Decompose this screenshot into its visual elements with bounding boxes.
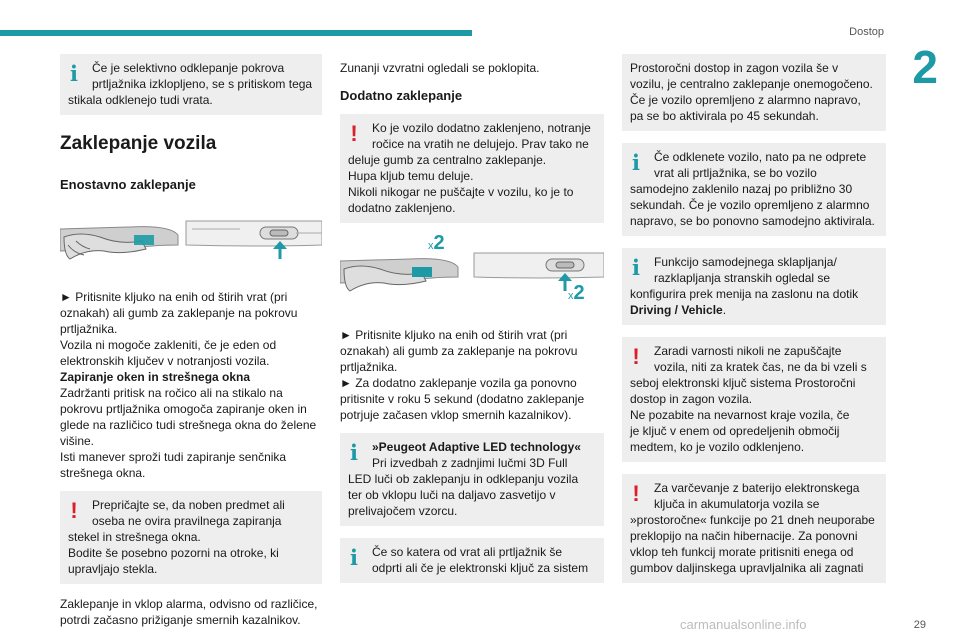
section-title: Zaklepanje vozila xyxy=(60,133,217,154)
double-press-label-left: x2 xyxy=(428,232,445,254)
info-icon: i xyxy=(350,440,358,465)
info-box-doors-open: i Če so katera od vrat ali prtljažnik še odprti ali če je elektronski ključ za sistem xyxy=(340,538,604,583)
lock-instructions: ► Pritisnite kljuko na enih od štirih vrat (pri oznakah) ali gumb za zaklepanje na pokrovu prtljažnika. Vozila ni mogoče zakleniti, če je eden od elektronskih ključev v notranjosti vozila. Zapiranje oken in strešnega okna Zadržanti pritisk na ročico ali na stikalo na pokrovu prtljažnika omogoča zapiranje oken in glede na različico tudi strešnega okna do želene višine. Isti manever sproži tudi zapiranje senčnika strešnega okna. xyxy=(60,289,322,481)
alarm-confirmation-text: Zaklepanje in vklop alarma, odvisno od različice, potrdi začasno prižiganje smernih kazalnikov. xyxy=(60,597,318,627)
warning-icon: ! xyxy=(350,121,358,146)
column-2 xyxy=(340,54,604,595)
subsection-title: Enostavno zaklepanje xyxy=(60,177,196,192)
header-bar xyxy=(0,30,472,36)
warning-box-window-closing: ! Prepričajte se, da noben predmet ali oseba ne ovira pravilnega zapiranja stekel in strešnega okna. Bodite še posebno pozorni na otroke, ki upravljajo stekla. xyxy=(60,491,322,584)
info-icon: i xyxy=(632,255,640,280)
deadlock-illustration xyxy=(340,232,604,311)
warning-box-battery: ! Za varčevanje z baterijo elektronskega ključa in akumulatorja vozila se »prostoročne« funkcije po 21 dneh neuporabe preklopijo na način hibernacije. Za ponovni vklop teh funkcij morate pritisniti enega od gumbov daljinskega upravljalnika ali zagnati xyxy=(622,474,886,583)
door-handle-and-button-image xyxy=(60,215,322,275)
double-press-label-right: x2 xyxy=(568,282,585,304)
watermark: carmanualsonline.info xyxy=(680,617,807,632)
door-handle-double-press-image xyxy=(340,241,604,311)
menu-path: Driving / Vehicle xyxy=(630,303,723,317)
door-handle-illustration xyxy=(60,215,322,275)
warning-icon: ! xyxy=(632,344,640,369)
warning-box-safety: ! Zaradi varnosti nikoli ne zapuščajte vozila, niti za kratek čas, ne da bi vzeli s seboj elektronski ključ sistema Prostoročni dostop in zagon vozila. Ne pozabite na nevarnost kraje vozila, če je ključ v enem od opredeljenih območij medtem, ko je vozilo odklenjeno. xyxy=(622,337,886,462)
mirrors-fold-text: Zunanji vzvratni ogledali se poklopita. xyxy=(340,61,540,75)
column-1 xyxy=(60,54,322,638)
info-box-mirror-folding: i Funkcijo samodejnega sklapljanja/ razklapljanja stranskih ogledal se konfigurira prek menija na zaslonu na dotik Driving / Vehicle. xyxy=(622,248,886,325)
info-box-selective-unlock: i Če je selektivno odklepanje pokrova prtljažnika izklopljeno, se s pritiskom tega stikala odklenejo tudi vrata. xyxy=(60,54,322,115)
info-box-auto-relock: i Če odklenete vozilo, nato pa ne odprete vrat ali prtljažnika, se bo vozilo samodejno zaklenilo nazaj po približno 30 sekundah. Če je vozilo opremljeno z alarmno napravo, se bo ponovno samodejno aktivirala. xyxy=(622,143,886,236)
chapter-number: 2 xyxy=(912,41,938,93)
box-proximity-continuation: Prostoročni dostop in zagon vozila še v vozilu, je centralno zaklepanje onemogočeno. Če je vozilo opremljeno z alarmno napravo, pa se bo aktivirala po 45 sekundah. xyxy=(622,54,886,131)
warning-icon: ! xyxy=(632,481,640,506)
info-icon: i xyxy=(632,150,640,175)
warning-box-deadlock: ! Ko je vozilo dodatno zaklenjeno, notranje ročice na vratih ne delujejo. Prav tako ne deluje gumb za centralno zaklepanje. Hupa kljub temu deluje. Nikoli nikogar ne puščajte v vozilu, ko je to dodatno zaklenjeno. xyxy=(340,114,604,223)
info-icon: i xyxy=(70,61,78,86)
info-box-led-technology: i »Peugeot Adaptive LED technology« Pri izvedbah z zadnjimi lučmi 3D Full LED luči ob zaklepanju in odklepanju vozila ter ob vklopu luči na daljavo zasvetijo v prelivajočem vzorcu. xyxy=(340,433,604,526)
column-3 xyxy=(622,54,886,595)
deadlock-instructions: ► Pritisnite kljuko na enih od štirih vrat (pri oznakah) ali gumb za zaklepanje na pokrovu prtljažnika. ► Za dodatno zaklepanje vozila ga ponovno pritisnite v roku 5 sekund (dodatno zaklepanje potrjuje začasen vklop smernih kazalnikov). xyxy=(340,328,585,422)
warning-icon: ! xyxy=(70,498,78,523)
info-icon: i xyxy=(350,545,358,570)
window-closing-heading: Zapiranje oken in strešnega okna xyxy=(60,370,251,384)
section-name: Dostop xyxy=(849,26,884,38)
page-number: 29 xyxy=(913,619,926,631)
subsection-title-deadlock: Dodatno zaklepanje xyxy=(340,88,463,103)
